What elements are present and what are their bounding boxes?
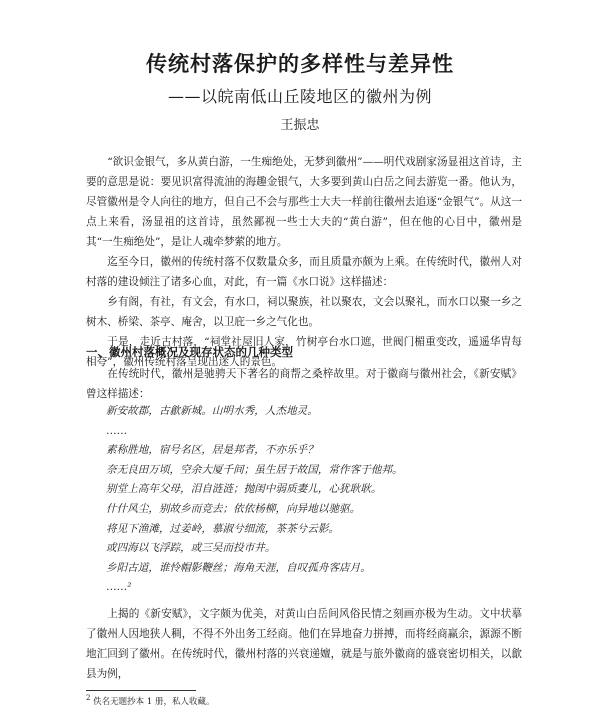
footnote-divider <box>86 690 196 691</box>
closing-section <box>86 604 522 684</box>
footnote <box>86 694 215 707</box>
poem-quote <box>106 402 526 598</box>
poem-line: 别堂上高年父母，泪自涟涟；抛闺中弱质妻儿，心犹耿耿。 <box>106 483 382 496</box>
poem-line: 什什风尘，别故乡而竞去；依依杨柳，向异地以驰驱。 <box>106 502 361 515</box>
footnote-mark: 2 <box>86 694 91 702</box>
paragraph: 上揭的《新安赋》，文字颇为优美，对黄山白岳间风俗民情之刻画亦极为生动。文中状摹了徽州人因地狭人稠，不得不外出务工经商。他们在异地奋力拼搏，而将经商赢余，源源不断地汇回到了徽州。在传统时代，徽州村落的兴衰递嬗，就是与旅外徽商的盛衰密切相关，以歙县为例， <box>86 608 522 680</box>
poem-line: 奈无良田万顷，空余大厦千间；虽生居于故国，常作客于他邦。 <box>106 463 403 476</box>
footnote-text: 佚名无题抄本 1 册，私人收藏。 <box>93 696 215 707</box>
paragraph: 于是，走近古村落，“祠堂社屋旧人家，竹树亭台水口遮，世阀门楣重变改，遥遥华胄每相夸”，徽州传统村落呈现出迷人的景色。 <box>86 336 522 368</box>
poem-line: 素称胜地，宿号名区，居是邦者，不亦乐乎？ <box>106 444 318 457</box>
section-body <box>86 364 522 404</box>
poem-line: 乡阳古道，谁怜帽影鞭丝；海角天涯，自叹孤舟客店月。 <box>106 561 371 574</box>
paragraph: 迄至今日，徽州的传统村落不仅数量众多，而且质量亦颇为上乘。在传统时代，徽州人对村落的建设倾注了诸多心血，对此，有一篇《水口说》这样描述： <box>86 256 522 288</box>
author-name: 王振忠 <box>280 118 320 133</box>
page-title: 传统村落保护的多样性与差异性 <box>146 52 454 76</box>
poem-line: 将见下渔滩，过姜岭，慕淑兮细流，茶茶兮云影。 <box>106 522 340 535</box>
paragraph: 乡有阁，有社，有文会，有水口，祠以聚族，社以聚农，文会以聚礼，而水口以聚一乡之树木、桥梁、茶亭、庵舍，以卫庇一乡之气化也。 <box>86 296 522 328</box>
poem-line: 或四海以飞浮踪，或三吴而投市井。 <box>106 542 276 555</box>
paragraph: 在传统时代，徽州是驰骋天下著名的商帮之桑梓故里。对于徽商与徽州社会，《新安赋》曾这样描述： <box>86 368 522 400</box>
page-subtitle: ——以皖南低山丘陵地区的徽州为例 <box>167 87 432 106</box>
section-heading: 一、徽州村落概况及现存状态的几种类型 <box>86 345 293 359</box>
poem-line: ……² <box>106 581 132 594</box>
poem-line: …… <box>106 424 128 437</box>
intro-section <box>86 152 522 372</box>
paragraph: “欲识金银气，多从黄白游，一生痴绝处，无梦到徽州”——明代戏剧家汤显祖这首诗，主要的意思是说：要见识富得流油的海趣金银气，大多要到黄山白岳之间去游览一番。他认为，尽管徽州是令人向往的地方，但自己不会与那些士大夫一样前往徽州去追逐“金银气”。从这一点上来看，汤显祖的这首诗，虽然鄙视一些士大夫的“黄白游”，但在他的心目中，徽州是其“一生痴绝处”，是让人魂牵梦萦的地方。 <box>86 156 522 248</box>
poem-line: 新安故郡，古歙新城。山明水秀，人杰地灵。 <box>106 405 318 417</box>
